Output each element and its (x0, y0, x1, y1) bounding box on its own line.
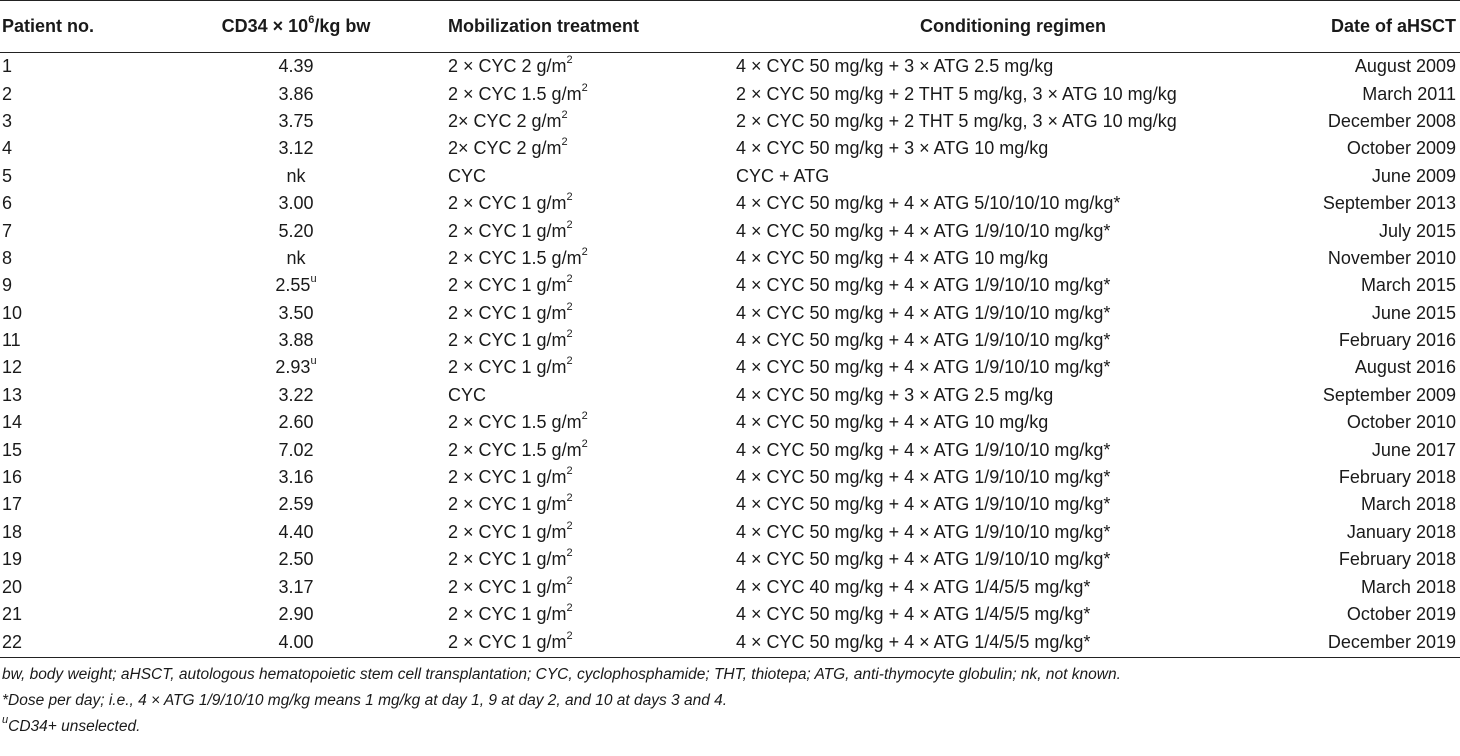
cd34-value: 2.55 (275, 275, 311, 296)
mobilization-exponent: 2 (566, 630, 573, 643)
cell-patient-no: 19 (2, 549, 23, 570)
cell-patient-no: 7 (2, 220, 13, 241)
cell-cd34 (152, 107, 440, 134)
cell-mobilization (440, 463, 728, 490)
table-body (0, 53, 1460, 658)
mobilization-exponent: 2 (561, 136, 568, 149)
table-row (0, 53, 1460, 80)
cd34-marker: u (310, 355, 317, 368)
cell-patient-no: 4 (2, 138, 13, 159)
header-cd34-suffix: /kg bw (314, 16, 371, 36)
cd34-value: nk (286, 165, 306, 186)
table-row (0, 244, 1460, 271)
cd34-value: 2.93 (275, 357, 311, 378)
cd34-value: 2.90 (278, 604, 314, 624)
table-row (0, 107, 1460, 134)
mobilization-text: 2 × CYC 1.5 g/m (448, 439, 582, 460)
mobilization-exponent: 2 (566, 574, 573, 587)
mobilization-exponent: 2 (561, 108, 568, 121)
cell-mobilization (440, 80, 728, 107)
header-conditioning: Conditioning regimen (728, 1, 1298, 53)
cell-date: September 2013 (1322, 193, 1456, 214)
cd34-value: 2.50 (278, 549, 314, 570)
cell-patient-no: 16 (2, 467, 23, 488)
mobilization-text: 2 × CYC 1 g/m (448, 330, 567, 351)
cell-conditioning: CYC + ATG (736, 165, 830, 186)
cd34-value: 4.00 (278, 632, 314, 653)
table-row (0, 573, 1460, 600)
cell-cd34 (152, 436, 440, 463)
cell-mobilization (440, 628, 728, 658)
cell-patient-no: 21 (2, 604, 23, 624)
cell-cd34 (152, 135, 440, 162)
table-row (0, 409, 1460, 436)
cd34-value: 3.00 (278, 193, 314, 214)
table-row (0, 600, 1460, 627)
cell-patient-no: 1 (2, 56, 13, 77)
footnote-abbreviations: bw, body weight; aHSCT, autologous hematopoietic stem cell transplantation; CYC, cyclophosphamide; THT, thiotepa; ATG, anti-thymocyte globulin; nk, not known. (2, 666, 1121, 684)
cd34-value: 3.86 (278, 83, 314, 104)
cell-mobilization (440, 600, 728, 627)
cd34-value: 3.12 (278, 138, 314, 159)
cd34-value: 5.20 (278, 220, 314, 241)
cell-conditioning: 4 × CYC 50 mg/kg + 4 × ATG 1/4/5/5 mg/kg* (728, 628, 1298, 658)
mobilization-exponent: 2 (566, 218, 573, 231)
cd34-value: 3.16 (278, 467, 314, 488)
cell-mobilization (440, 354, 728, 381)
cell-conditioning: 4 × CYC 50 mg/kg + 4 × ATG 10 mg/kg (736, 247, 1049, 268)
table-row (0, 354, 1460, 381)
cell-cd34 (152, 600, 440, 627)
cell-conditioning: 4 × CYC 50 mg/kg + 4 × ATG 1/9/10/10 mg/kg* (736, 220, 1111, 241)
table-header (0, 1, 1460, 53)
mobilization-text: 2 × CYC 1 g/m (448, 220, 567, 241)
footnote-unselected-mark: u (2, 714, 9, 727)
cell-conditioning: 4 × CYC 50 mg/kg + 4 × ATG 1/9/10/10 mg/kg* (736, 467, 1111, 488)
cell-cd34 (152, 546, 440, 573)
table-row (0, 381, 1460, 408)
mobilization-exponent: 2 (566, 273, 573, 286)
cell-date: October 2019 (1346, 604, 1456, 624)
cell-date: March 2018 (1360, 494, 1456, 515)
mobilization-exponent: 2 (566, 547, 573, 560)
header-cd34 (152, 1, 440, 53)
cell-cd34 (152, 53, 440, 80)
cd34-value: 3.17 (278, 576, 314, 597)
cell-patient-no: 18 (2, 521, 23, 542)
cell-patient-no: 5 (2, 165, 13, 186)
mobilization-exponent: 2 (581, 437, 588, 450)
mobilization-text: 2 × CYC 1.5 g/m (448, 412, 582, 433)
cell-date: July 2015 (1378, 220, 1456, 241)
cell-conditioning: 4 × CYC 50 mg/kg + 4 × ATG 1/4/5/5 mg/kg* (736, 604, 1091, 624)
mobilization-exponent: 2 (566, 519, 573, 532)
cell-patient-no: 20 (2, 576, 23, 597)
table-row (0, 272, 1460, 299)
mobilization-exponent: 2 (581, 81, 588, 94)
cd34-value: 3.50 (278, 302, 314, 323)
header-row (0, 1, 1460, 53)
cell-patient-no: 14 (2, 412, 23, 433)
cd34-marker: u (310, 273, 317, 286)
cell-mobilization (440, 244, 728, 271)
mobilization-exponent: 2 (566, 465, 573, 478)
cell-patient-no: 8 (2, 247, 13, 268)
mobilization-text: 2 × CYC 1 g/m (448, 549, 567, 570)
cell-mobilization (440, 189, 728, 216)
cell-patient-no: 15 (2, 439, 23, 460)
cell-cd34 (152, 162, 440, 189)
cell-mobilization (440, 162, 728, 189)
table-row (0, 436, 1460, 463)
mobilization-exponent: 2 (566, 54, 573, 67)
cell-cd34 (152, 409, 440, 436)
mobilization-exponent: 2 (566, 355, 573, 368)
mobilization-text: 2 × CYC 1 g/m (448, 193, 567, 214)
mobilization-text: 2 × CYC 2 g/m (448, 56, 567, 77)
cell-conditioning: 4 × CYC 50 mg/kg + 4 × ATG 1/9/10/10 mg/kg* (736, 549, 1111, 570)
cell-patient-no: 11 (2, 330, 21, 351)
cd34-value: 4.39 (278, 56, 314, 77)
cell-mobilization (440, 546, 728, 573)
mobilization-text: 2 × CYC 1.5 g/m (448, 83, 582, 104)
table-row (0, 80, 1460, 107)
cell-cd34 (152, 354, 440, 381)
cell-mobilization (440, 436, 728, 463)
cell-date: October 2010 (1346, 412, 1456, 433)
cell-cd34 (152, 518, 440, 545)
cell-date: December 2019 (1298, 628, 1460, 658)
cell-mobilization (440, 381, 728, 408)
cell-patient-no: 6 (2, 193, 13, 214)
cell-cd34 (152, 272, 440, 299)
mobilization-exponent: 2 (566, 328, 573, 341)
cell-conditioning: 4 × CYC 40 mg/kg + 4 × ATG 1/4/5/5 mg/kg* (736, 576, 1091, 597)
cell-patient-no: 12 (2, 357, 23, 378)
cd34-value: 2.60 (278, 412, 314, 433)
table-row (0, 546, 1460, 573)
table-row (0, 189, 1460, 216)
mobilization-exponent: 2 (581, 245, 588, 258)
cell-conditioning: 4 × CYC 50 mg/kg + 4 × ATG 10 mg/kg (736, 412, 1049, 433)
table-row (0, 463, 1460, 490)
cell-patient-no: 13 (2, 384, 23, 405)
footnote-dose: *Dose per day; i.e., 4 × ATG 1/9/10/10 mg/kg means 1 mg/kg at day 1, 9 at day 2, and 10 at days 3 and 4. (2, 692, 728, 710)
cell-date: December 2008 (1327, 110, 1456, 131)
mobilization-text: 2 × CYC 1 g/m (448, 494, 567, 515)
cell-mobilization (440, 135, 728, 162)
cell-cd34 (152, 463, 440, 490)
cell-mobilization (440, 573, 728, 600)
mobilization-text: 2 × CYC 1.5 g/m (448, 247, 582, 268)
table-footnotes (0, 658, 1460, 740)
footnote-unselected (2, 714, 1458, 740)
mobilization-exponent: 2 (566, 602, 573, 614)
mobilization-text: 2 × CYC 1 g/m (448, 604, 567, 624)
cell-patient-no: 22 (0, 628, 152, 658)
table-row (0, 135, 1460, 162)
footnote-unselected-text: CD34+ unselected. (8, 718, 141, 736)
table-row (0, 491, 1460, 518)
cell-date: January 2018 (1346, 521, 1456, 542)
cell-cd34 (152, 381, 440, 408)
cell-conditioning: 4 × CYC 50 mg/kg + 4 × ATG 1/9/10/10 mg/kg* (736, 357, 1111, 378)
cell-conditioning: 4 × CYC 50 mg/kg + 4 × ATG 5/10/10/10 mg/kg* (736, 193, 1121, 214)
cd34-value: 7.02 (278, 439, 314, 460)
cell-mobilization (440, 518, 728, 545)
table-row (0, 217, 1460, 244)
cell-patient-no: 17 (2, 494, 23, 515)
cell-date: March 2011 (1362, 83, 1456, 104)
table-row (0, 162, 1460, 189)
table-row (0, 518, 1460, 545)
cd34-value: 2.59 (278, 494, 314, 515)
cell-conditioning: 4 × CYC 50 mg/kg + 3 × ATG 2.5 mg/kg (736, 56, 1054, 77)
cell-date: September 2009 (1322, 384, 1456, 405)
cell-date: October 2009 (1346, 138, 1456, 159)
mobilization-exponent: 2 (566, 191, 573, 204)
mobilization-text: 2× CYC 2 g/m (448, 138, 562, 159)
mobilization-text: 2 × CYC 1 g/m (448, 275, 567, 296)
cell-mobilization (440, 409, 728, 436)
cell-conditioning: 4 × CYC 50 mg/kg + 4 × ATG 1/9/10/10 mg/kg* (736, 494, 1111, 515)
cell-date: June 2015 (1371, 302, 1456, 323)
cell-cd34 (152, 80, 440, 107)
mobilization-text: 2 × CYC 1 g/m (448, 632, 567, 653)
mobilization-exponent: 2 (566, 300, 573, 313)
cell-mobilization (440, 299, 728, 326)
mobilization-text: CYC (448, 165, 487, 186)
cell-date: March 2015 (1360, 275, 1456, 296)
cell-mobilization (440, 53, 728, 80)
cd34-value: 3.75 (278, 110, 314, 131)
table-row (0, 299, 1460, 326)
table-row (0, 326, 1460, 353)
header-mobilization: Mobilization treatment (440, 1, 728, 53)
cell-date: March 2018 (1360, 576, 1456, 597)
cell-date: February 2018 (1338, 549, 1456, 570)
mobilization-exponent: 2 (566, 492, 573, 505)
cell-cd34 (152, 244, 440, 271)
mobilization-text: 2 × CYC 1 g/m (448, 576, 567, 597)
table-row (0, 628, 1460, 658)
header-cd34-exponent: 6 (308, 14, 315, 26)
mobilization-text: 2 × CYC 1 g/m (448, 467, 567, 488)
cell-date: August 2009 (1354, 56, 1456, 77)
mobilization-text: CYC (448, 384, 487, 405)
cell-conditioning: 4 × CYC 50 mg/kg + 3 × ATG 2.5 mg/kg (736, 384, 1054, 405)
cell-mobilization (440, 272, 728, 299)
header-cd34-prefix: CD34 × 10 (221, 16, 309, 36)
cell-patient-no: 10 (2, 302, 23, 323)
cell-cd34 (152, 217, 440, 244)
cell-cd34 (152, 628, 440, 658)
cell-date: August 2016 (1354, 357, 1456, 378)
mobilization-text: 2 × CYC 1 g/m (448, 302, 567, 323)
cd34-value: 3.88 (278, 330, 314, 351)
cell-patient-no: 3 (2, 110, 13, 131)
cell-mobilization (440, 326, 728, 353)
cell-conditioning: 4 × CYC 50 mg/kg + 4 × ATG 1/9/10/10 mg/kg* (736, 330, 1111, 351)
cd34-value: nk (286, 247, 306, 268)
cell-date: June 2017 (1371, 439, 1456, 460)
cell-date: February 2016 (1338, 330, 1456, 351)
mobilization-text: 2 × CYC 1 g/m (448, 521, 567, 542)
cell-cd34 (152, 491, 440, 518)
cell-conditioning: 4 × CYC 50 mg/kg + 4 × ATG 1/9/10/10 mg/kg* (736, 439, 1111, 460)
cell-mobilization (440, 107, 728, 134)
cell-date: February 2018 (1338, 467, 1456, 488)
mobilization-exponent: 2 (581, 410, 588, 423)
cd34-value: 4.40 (278, 521, 314, 542)
cell-conditioning: 2 × CYC 50 mg/kg + 2 THT 5 mg/kg, 3 × ATG 10 mg/kg (736, 83, 1177, 104)
cell-cd34 (152, 189, 440, 216)
cell-cd34 (152, 573, 440, 600)
cell-date: November 2010 (1327, 247, 1456, 268)
cell-cd34 (152, 299, 440, 326)
cell-mobilization (440, 217, 728, 244)
cd34-value: 3.22 (278, 384, 314, 405)
header-patient-no: Patient no. (0, 1, 152, 53)
cell-conditioning: 4 × CYC 50 mg/kg + 3 × ATG 10 mg/kg (736, 138, 1049, 159)
header-date: Date of aHSCT (1298, 1, 1460, 53)
cell-patient-no: 9 (2, 275, 13, 296)
cell-mobilization (440, 491, 728, 518)
cell-patient-no: 2 (2, 83, 13, 104)
cell-conditioning: 4 × CYC 50 mg/kg + 4 × ATG 1/9/10/10 mg/kg* (736, 521, 1111, 542)
cell-conditioning: 4 × CYC 50 mg/kg + 4 × ATG 1/9/10/10 mg/kg* (736, 302, 1111, 323)
cell-conditioning: 2 × CYC 50 mg/kg + 2 THT 5 mg/kg, 3 × ATG 10 mg/kg (736, 110, 1177, 131)
mobilization-text: 2× CYC 2 g/m (448, 110, 562, 131)
cell-date: June 2009 (1371, 165, 1456, 186)
cell-conditioning: 4 × CYC 50 mg/kg + 4 × ATG 1/9/10/10 mg/kg* (736, 275, 1111, 296)
mobilization-text: 2 × CYC 1 g/m (448, 357, 567, 378)
cell-cd34 (152, 326, 440, 353)
